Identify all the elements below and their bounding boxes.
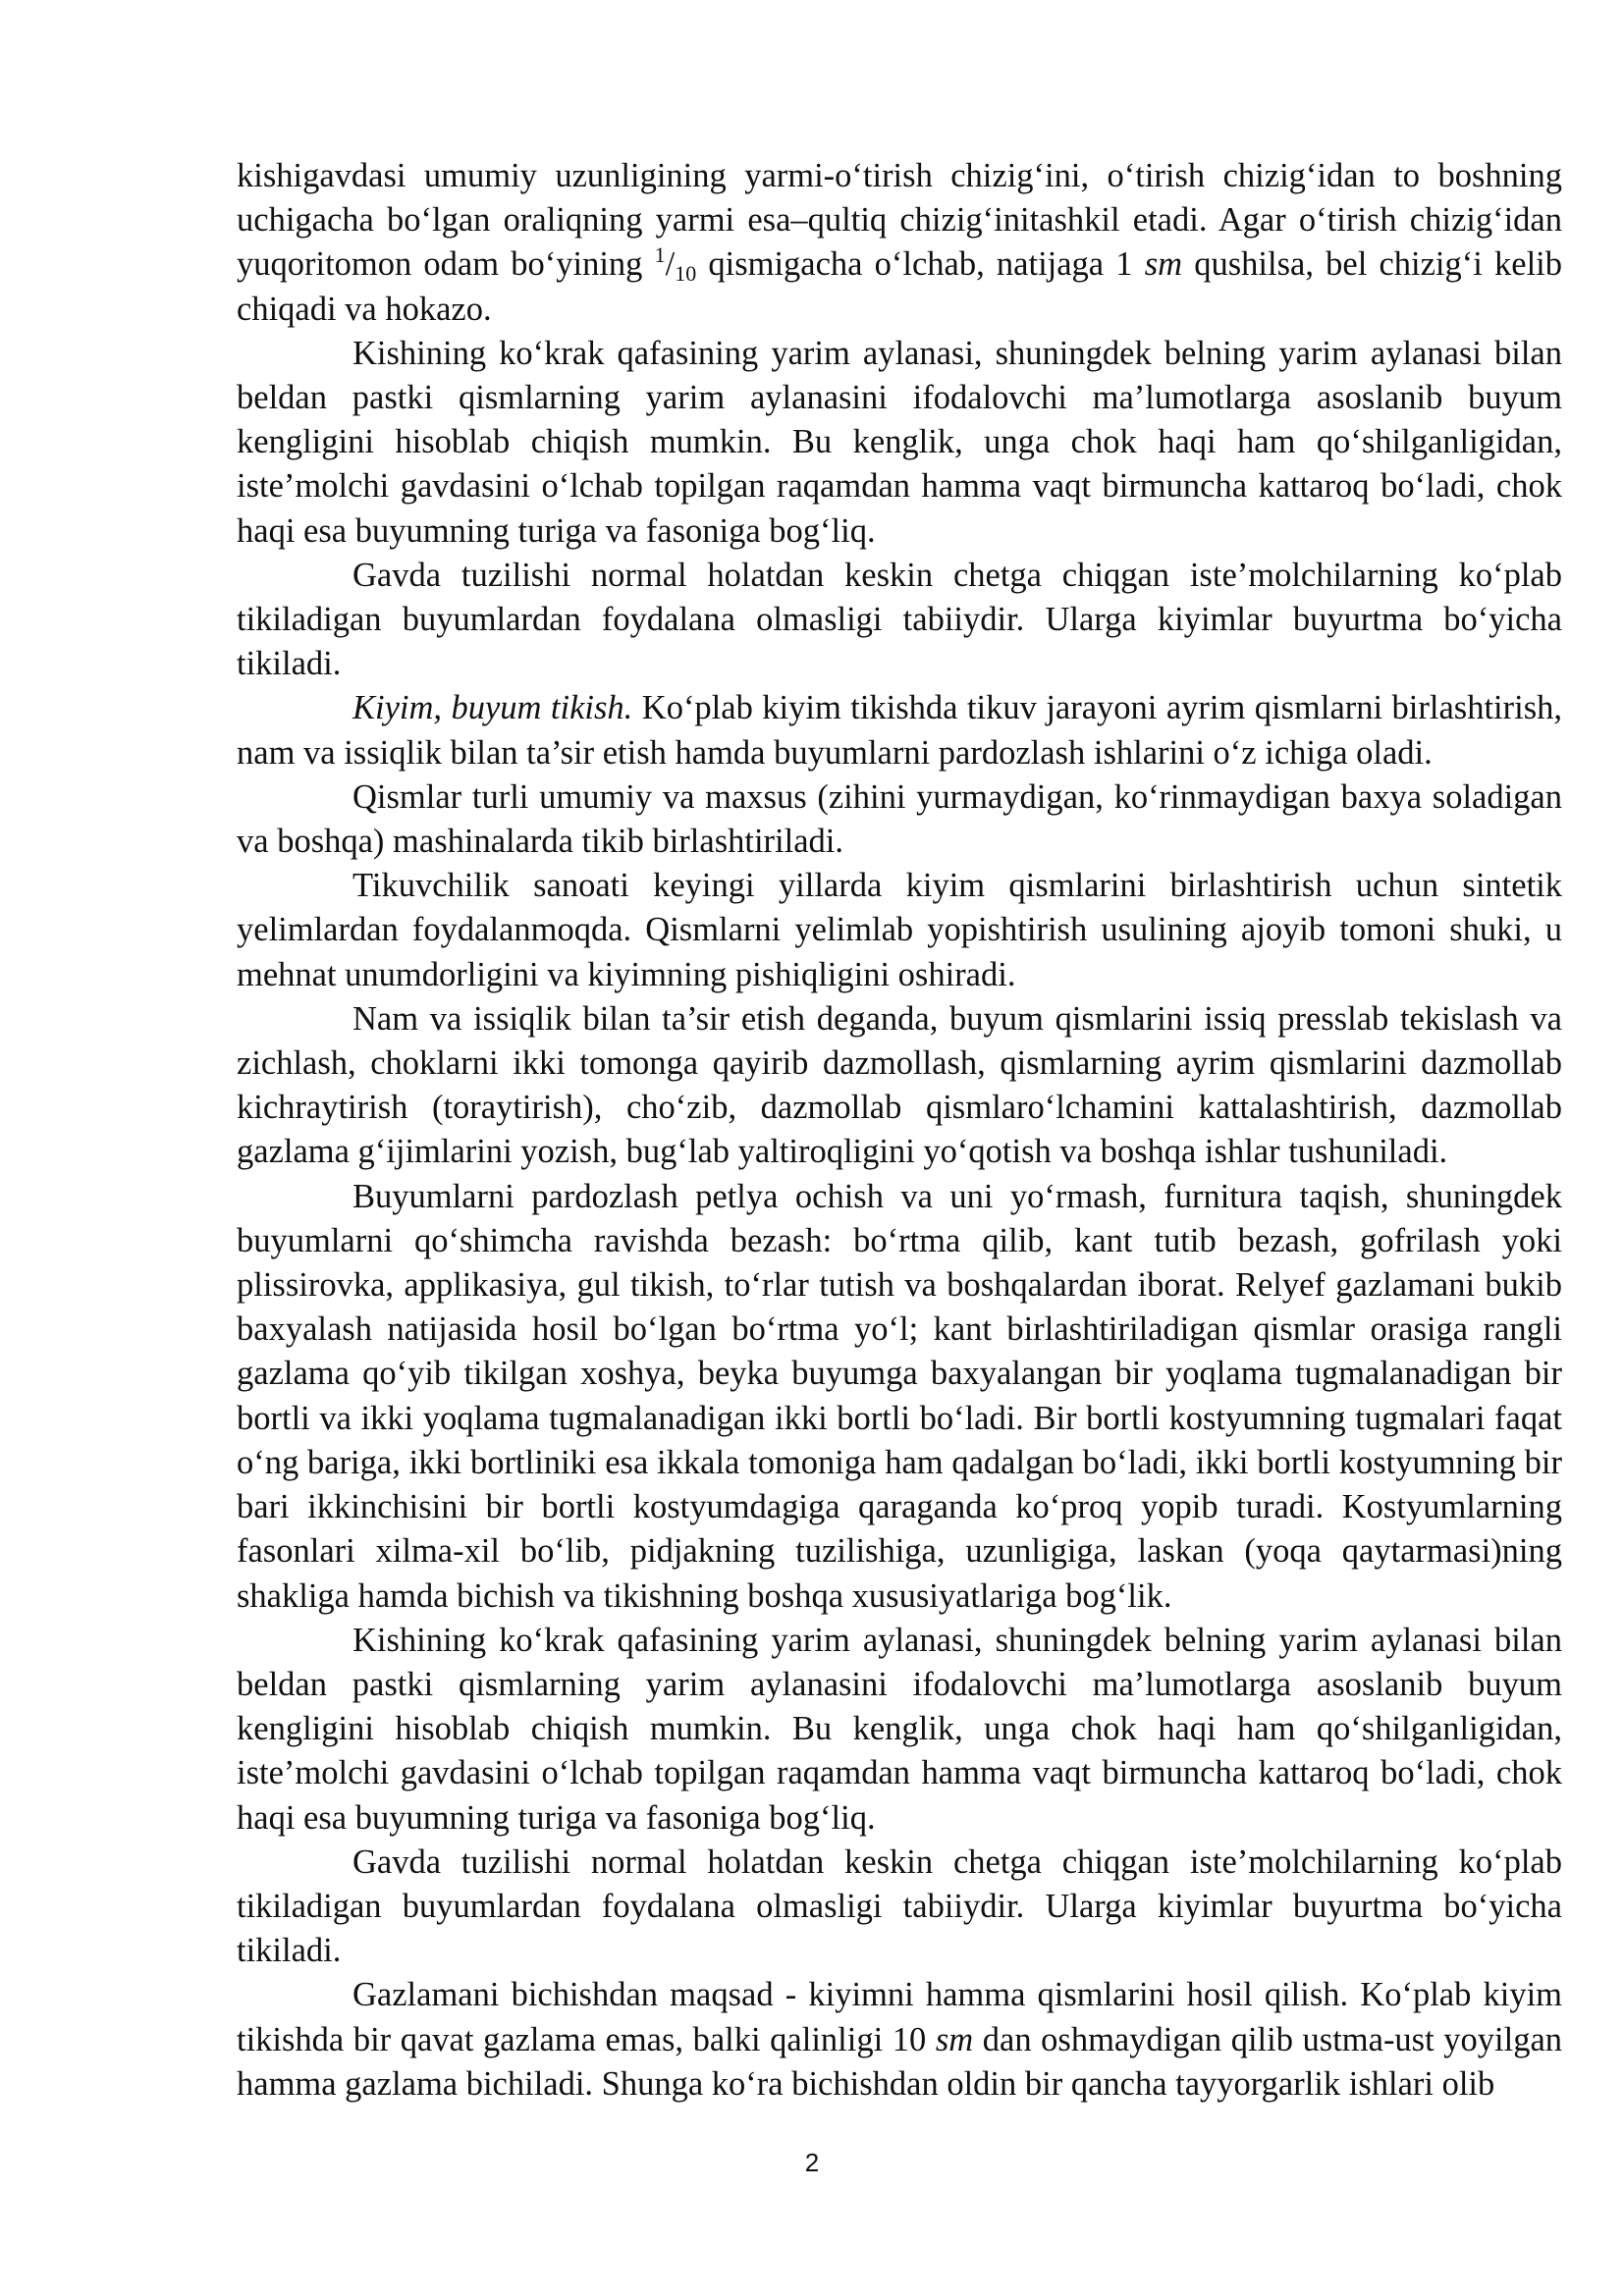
paragraph-7: Nam va issiqlik bilan ta’sir etish deganda, buyum qismlarini issiq presslab tekislash va zichlash, choklarni ikki tomonga qayirib dazmollash, qismlarning ayrim qismlarini dazmollab kichraytirish (toraytirish), cho‘zib, dazmollab qismlaro‘lchamini kattalashtirish, dazmollab gazlama g‘ijimlarini yozish, bug‘lab yaltiroqligini yo‘qotish va boshqa ishlar tushuniladi. — [237, 999, 1562, 1171]
paragraph-4 — [237, 686, 1562, 774]
paragraph-2: Kishining ko‘krak qafasining yarim aylanasi, shuningdek belning yarim aylanasi bilan beldan pastki qismlarning yarim aylanasini ifodalovchi ma’lumotlarga asoslanib buyum kengligini hisoblab chiqish mumkin. Bu kenglik, unga chok haqi ham qo‘shilganligidan, iste’molchi gavdasini o‘lchab topilgan raqamdan hamma vaqt birmuncha kattaroq bo‘ladi, chok haqi esa buyumning turiga va fasoniga bog‘liq. — [237, 334, 1562, 550]
paragraph-9: Kishining ko‘krak qafasining yarim aylanasi, shuningdek belning yarim aylanasi bilan beldan pastki qismlarning yarim aylanasini ifodalovchi ma’lumotlarga asoslanib buyum kengligini hisoblab chiqish mumkin. Bu kenglik, unga chok haqi ham qo‘shilganligidan, iste’molchi gavdasini o‘lchab topilgan raqamdan hamma vaqt birmuncha kattaroq bo‘ladi, chok haqi esa buyumning turiga va fasoniga bog‘liq. — [237, 1621, 1562, 1837]
fraction-numerator: 1 — [654, 242, 666, 268]
paragraph-8: Buyumlarni pardozlash petlya ochish va uni yo‘rmash, furnitura taqish, shuningdek buyumlarni qo‘shimcha ravishda bezash: bo‘rtma qilib, kant tutib bezash, gofrilash yoki plissirovka, applikasiya, gul tikish, to‘rlar tutish va boshqalardan iborat. Relyef gazlamani bukib baxyalash natijasida hosil bo‘lgan bo‘rtma yo‘l; kant birlashtiriladigan qismlar orasiga rangli gazlama qo‘yib tikilgan xoshya, beyka buyumga baxyalangan bir yoqlama tugmalanadigan bir bortli va ikki yoqlama tugmalanadigan ikki bortli bo‘ladi. Bir bortli kostyumning tugmalari faqat o‘ng bariga, ikki bortliniki esa ikkala tomoniga ham qadalgan bo‘ladi, ikki bortli kostyumning bir bari ikkinchisini bir bortli kostyumdagiga qaraganda ko‘proq yopib turadi. Kostyumlarning fasonlari xilma-xil bo‘lib, pidjakning tuzilishiga, uzunligiga, laskan (yoqa qaytarmasi)ning shakliga hamda bichish va tikishning boshqa xususiyatlariga bog‘lik. — [237, 1177, 1562, 1615]
paragraph-11-text-a: Gazlamani bichishdan maqsad - kiyimni hamma qismlarini hosil qilish. Ko‘plab kiyim tikishda bir qavat gazlama emas, balki qalinligi 10 — [237, 1976, 1562, 2058]
paragraph-11-text-b: dan oshmaydigan qilib ustma-ust yoyilgan hamma gazlama bichiladi. Shunga ko‘ra bichishdan oldin bir qancha tayyorgarlik ishlari olib — [237, 2020, 1563, 2103]
paragraph-1 — [237, 154, 1562, 332]
paragraph-1-text-a: kishigavdasi umumiy uzunligining yarmi-o‘tirish chizig‘ini, o‘tirish chizig‘idan to boshning uchigacha bo‘lgan oraliqning yarmi esa–qultiq chizig‘initashkil etadi. Agar o‘tirish chizig‘idan yuqoritomon odam bo‘yining — [237, 157, 1562, 284]
paragraph-1-text-b: qismigacha o‘lchab, natijaga 1 — [696, 245, 1145, 284]
page-number: 2 — [804, 2148, 820, 2177]
fraction-denominator: 10 — [675, 261, 697, 287]
unit-sm: sm — [935, 2020, 974, 2058]
paragraph-10: Gavda tuzilishi normal holatdan keskin chetga chiqgan iste’molchilarning ko‘plab tikiladigan buyumlardan foydalana olmasligi tabiiydir. Ularga kiyimlar buyurtma bo‘yicha tikiladi. — [237, 1842, 1562, 1970]
unit-sm: sm — [1144, 245, 1183, 284]
paragraph-6: Tikuvchilik sanoati keyingi yillarda kiyim qismlarini birlashtirish uchun sintetik yelimlardan foydalanmoqda. Qismlarni yelimlab yopishtirish usulining ajoyib tomoni shuki, u mehnat unumdorligini va kiyimning pishiqligini oshiradi. — [237, 867, 1562, 993]
paragraph-3: Gavda tuzilishi normal holatdan keskin chetga chiqgan iste’molchilarning ko‘plab tikiladigan buyumlardan foydalana olmasligi tabiiydir. Ularga kiyimlar buyurtma bo‘yicha tikiladi. — [237, 556, 1562, 683]
body-text — [237, 154, 1562, 2107]
paragraph-1-text-c: qushilsa, bel chizig‘i kelib chiqadi va hokazo. — [237, 245, 1562, 328]
section-heading-italic: Kiyim, buyum tikish. — [352, 689, 633, 727]
paragraph-5: Qismlar turli umumiy va maxsus (zihini yurmaydigan, ko‘rinmaydigan baxya soladigan va boshqa) mashinalarda tikib birlashtiriladi. — [237, 777, 1562, 861]
fraction-slash: / — [665, 245, 676, 284]
paragraph-11 — [237, 1973, 1562, 2107]
paragraph-4-text: Ko‘plab kiyim tikishda tikuv jarayoni ayrim qismlarni birlashtirish, nam va issiqlik bilan ta’sir etish hamda buyumlarni pardozlash ishlarini o‘z ichiga oladi. — [237, 689, 1562, 772]
